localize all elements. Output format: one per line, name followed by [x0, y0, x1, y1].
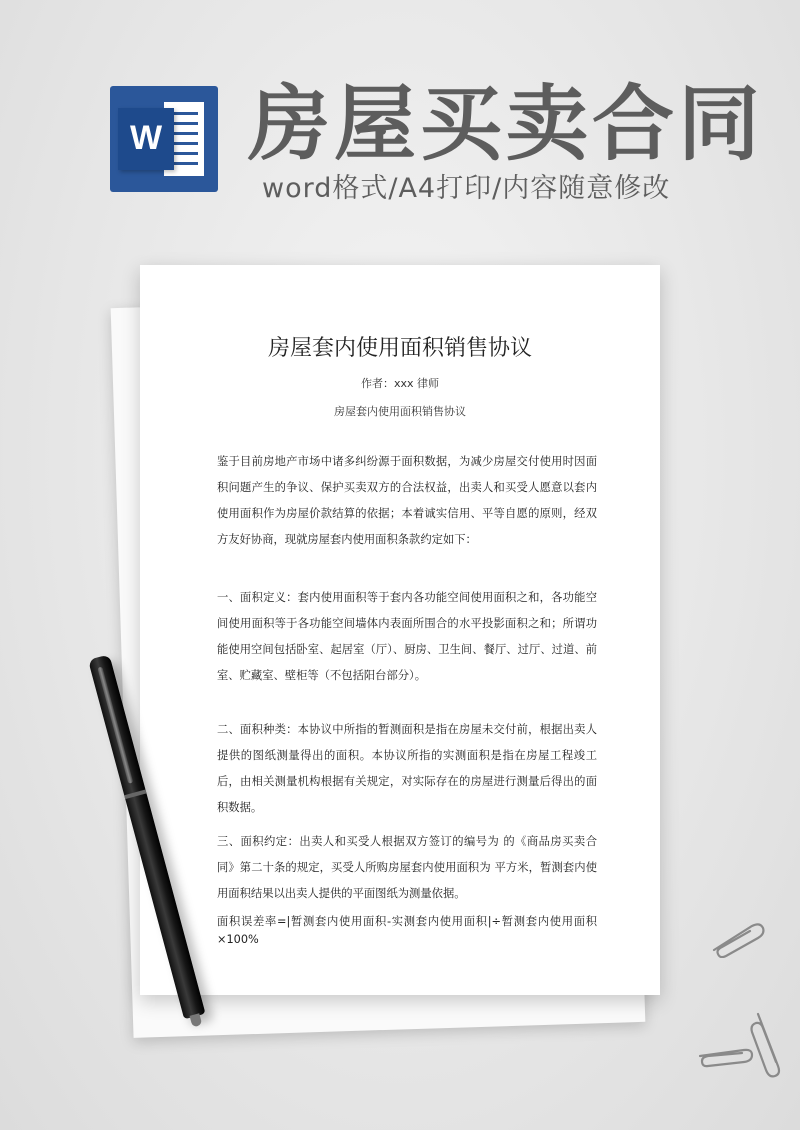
document-subtitle: 房屋套内使用面积销售协议: [334, 405, 466, 418]
document-author: 作者：xxx 律师: [360, 377, 440, 390]
paperclip-icon: [708, 918, 768, 958]
paragraph-area-definition: 一、面积定义：套内使用面积等于套内各功能空间使用面积之和，各功能空间使用面积等于各功能空间墙体内表面所围合的水平投影面积之和；所谓功能使用空间包括卧室、起居室（厅）、厨房、卫生间、餐厅、过厅、过道、前室、贮藏室、壁柜等（不包括阳台部分）。: [217, 591, 597, 682]
paragraph-area-types: 二、面积种类：本协议中所指的暂测面积是指在房屋未交付前，根据出卖人提供的图纸测量得出的面积。本协议所指的实测面积是指在房屋工程竣工后，由相关测量机构根据有关规定，对实际存在的房屋进行测量后得出的面积数据。: [217, 723, 597, 814]
word-logo-letter: W: [129, 119, 163, 157]
pen-band: [124, 790, 146, 800]
paragraph-preamble: 鉴于目前房地产市场中诸多纠纷源于面积数据，为减少房屋交付使用时因面积问题产生的争议、保护买卖双方的合法权益，出卖人和买受人愿意以套内使用面积作为房屋价款结算的依据；本着诚实信用、平等自愿的原则，经双方友好协商，现就房屋套内使用面积条款约定如下：: [217, 455, 597, 546]
paragraph-area-agreement: 三、面积约定：出卖人和买受人根据双方签订的编号为 的《商品房买卖合同》第二十条的规定，买受人所购房屋套内使用面积为 平方米，暂测套内使用面积结果以出卖人提供的平面图纸为测量依据。: [217, 835, 597, 900]
document-title: 房屋套内使用面积销售协议: [267, 336, 532, 361]
paperclip-icon: [696, 1040, 756, 1070]
paperclip-icon: [748, 1010, 788, 1080]
document-page: [140, 265, 660, 995]
page-title: 房屋买卖合同: [248, 77, 765, 172]
word-logo-plate: [118, 108, 174, 170]
page-subtitle: word格式/A4打印/内容随意修改: [262, 173, 671, 204]
paragraph-error-formula: 面积误差率=|暂测套内使用面积-实测套内使用面积|÷暂测套内使用面积×100%: [217, 915, 597, 946]
word-logo-icon: [110, 86, 218, 192]
